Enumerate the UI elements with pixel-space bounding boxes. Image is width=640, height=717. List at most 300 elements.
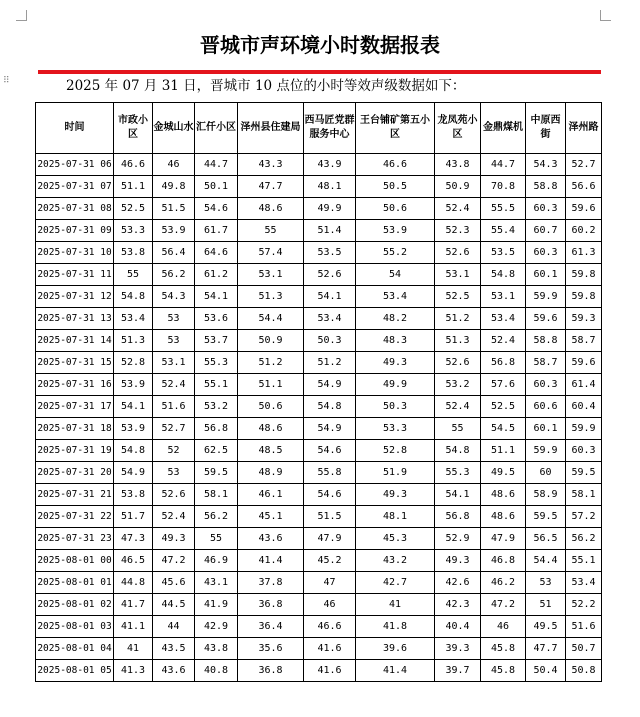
time-cell: 2025-08-01 04 bbox=[36, 638, 114, 660]
noise-value-cell: 50.7 bbox=[566, 638, 602, 660]
noise-value-cell: 56.8 bbox=[435, 506, 481, 528]
column-header-site: 西马匠党群服务中心 bbox=[304, 103, 356, 154]
table-row bbox=[36, 506, 602, 528]
noise-value-cell: 53.4 bbox=[566, 572, 602, 594]
noise-value-cell: 52.7 bbox=[153, 418, 195, 440]
noise-value-cell: 60.3 bbox=[526, 374, 566, 396]
noise-value-cell: 52.5 bbox=[435, 286, 481, 308]
time-cell: 2025-07-31 08 bbox=[36, 198, 114, 220]
time-cell: 2025-07-31 23 bbox=[36, 528, 114, 550]
noise-value-cell: 41.4 bbox=[238, 550, 304, 572]
noise-value-cell: 50.9 bbox=[435, 176, 481, 198]
noise-value-cell: 49.3 bbox=[153, 528, 195, 550]
time-cell: 2025-07-31 19 bbox=[36, 440, 114, 462]
column-header-site: 泽州路 bbox=[566, 103, 602, 154]
noise-value-cell: 50.6 bbox=[238, 396, 304, 418]
noise-value-cell: 53.1 bbox=[153, 352, 195, 374]
table-row bbox=[36, 572, 602, 594]
noise-value-cell: 55.1 bbox=[195, 374, 238, 396]
table-row bbox=[36, 220, 602, 242]
noise-value-cell: 53.1 bbox=[238, 264, 304, 286]
noise-value-cell: 53.5 bbox=[481, 242, 526, 264]
noise-value-cell: 59.6 bbox=[526, 308, 566, 330]
noise-value-cell: 53 bbox=[153, 308, 195, 330]
table-row bbox=[36, 484, 602, 506]
noise-data-table bbox=[35, 102, 602, 682]
noise-value-cell: 52.2 bbox=[566, 594, 602, 616]
noise-value-cell: 55 bbox=[238, 220, 304, 242]
noise-value-cell: 55 bbox=[195, 528, 238, 550]
noise-value-cell: 52.8 bbox=[356, 440, 435, 462]
column-header-site: 汇仟小区 bbox=[195, 103, 238, 154]
time-cell: 2025-07-31 14 bbox=[36, 330, 114, 352]
noise-value-cell: 46.5 bbox=[114, 550, 153, 572]
noise-value-cell: 36.8 bbox=[238, 594, 304, 616]
table-row bbox=[36, 616, 602, 638]
noise-value-cell: 54.4 bbox=[526, 550, 566, 572]
table-row bbox=[36, 308, 602, 330]
noise-value-cell: 47.2 bbox=[153, 550, 195, 572]
noise-value-cell: 45.8 bbox=[481, 638, 526, 660]
noise-value-cell: 59.9 bbox=[566, 418, 602, 440]
noise-value-cell: 49.3 bbox=[435, 550, 481, 572]
noise-value-cell: 50.4 bbox=[526, 660, 566, 682]
noise-value-cell: 57.4 bbox=[238, 242, 304, 264]
noise-value-cell: 59.9 bbox=[526, 286, 566, 308]
noise-value-cell: 51.5 bbox=[153, 198, 195, 220]
noise-value-cell: 54.8 bbox=[114, 440, 153, 462]
noise-value-cell: 47.3 bbox=[114, 528, 153, 550]
noise-value-cell: 53 bbox=[153, 462, 195, 484]
time-cell: 2025-07-31 12 bbox=[36, 286, 114, 308]
noise-value-cell: 60.4 bbox=[566, 396, 602, 418]
noise-value-cell: 54.9 bbox=[304, 418, 356, 440]
noise-value-cell: 52 bbox=[153, 440, 195, 462]
noise-value-cell: 61.3 bbox=[566, 242, 602, 264]
noise-value-cell: 58.8 bbox=[526, 330, 566, 352]
noise-value-cell: 59.3 bbox=[566, 308, 602, 330]
column-header-site: 王台铺矿第五小区 bbox=[356, 103, 435, 154]
noise-value-cell: 51 bbox=[526, 594, 566, 616]
noise-value-cell: 47.9 bbox=[481, 528, 526, 550]
noise-value-cell: 51.6 bbox=[566, 616, 602, 638]
table-body bbox=[36, 154, 602, 682]
noise-value-cell: 59.5 bbox=[195, 462, 238, 484]
noise-value-cell: 54.1 bbox=[195, 286, 238, 308]
table-row bbox=[36, 418, 602, 440]
time-cell: 2025-07-31 22 bbox=[36, 506, 114, 528]
red-header-rule bbox=[38, 70, 601, 74]
noise-value-cell: 44.5 bbox=[153, 594, 195, 616]
noise-value-cell: 56.2 bbox=[195, 506, 238, 528]
noise-value-cell: 52.4 bbox=[435, 198, 481, 220]
noise-value-cell: 51.4 bbox=[304, 220, 356, 242]
noise-value-cell: 56.2 bbox=[153, 264, 195, 286]
noise-value-cell: 58.8 bbox=[526, 176, 566, 198]
noise-value-cell: 52.6 bbox=[153, 484, 195, 506]
noise-value-cell: 60.2 bbox=[566, 220, 602, 242]
noise-value-cell: 53.9 bbox=[153, 220, 195, 242]
noise-value-cell: 51.1 bbox=[238, 374, 304, 396]
noise-value-cell: 43.8 bbox=[195, 638, 238, 660]
noise-value-cell: 54.8 bbox=[481, 264, 526, 286]
noise-value-cell: 48.9 bbox=[238, 462, 304, 484]
noise-value-cell: 60.1 bbox=[526, 418, 566, 440]
noise-value-cell: 70.8 bbox=[481, 176, 526, 198]
noise-value-cell: 53 bbox=[526, 572, 566, 594]
noise-value-cell: 46.6 bbox=[114, 154, 153, 176]
noise-value-cell: 46 bbox=[481, 616, 526, 638]
table-drag-handle-icon[interactable]: ⠿ bbox=[3, 76, 11, 86]
noise-value-cell: 51.3 bbox=[238, 286, 304, 308]
noise-value-cell: 50.3 bbox=[304, 330, 356, 352]
table-row bbox=[36, 352, 602, 374]
noise-value-cell: 53.6 bbox=[195, 308, 238, 330]
noise-value-cell: 53 bbox=[153, 330, 195, 352]
noise-value-cell: 51.3 bbox=[114, 330, 153, 352]
noise-value-cell: 48.6 bbox=[481, 506, 526, 528]
noise-value-cell: 45.6 bbox=[153, 572, 195, 594]
table-row bbox=[36, 154, 602, 176]
noise-value-cell: 48.1 bbox=[304, 176, 356, 198]
column-header-site: 泽州县住建局 bbox=[238, 103, 304, 154]
noise-value-cell: 55 bbox=[435, 418, 481, 440]
table-row bbox=[36, 330, 602, 352]
noise-value-cell: 43.8 bbox=[435, 154, 481, 176]
noise-value-cell: 53.4 bbox=[304, 308, 356, 330]
noise-value-cell: 54 bbox=[356, 264, 435, 286]
noise-value-cell: 42.9 bbox=[195, 616, 238, 638]
noise-value-cell: 54.4 bbox=[238, 308, 304, 330]
noise-value-cell: 41.7 bbox=[114, 594, 153, 616]
column-header-site: 市政小区 bbox=[114, 103, 153, 154]
time-cell: 2025-08-01 05 bbox=[36, 660, 114, 682]
column-header-site: 金城山水 bbox=[153, 103, 195, 154]
noise-value-cell: 60.3 bbox=[566, 440, 602, 462]
noise-value-cell: 53.9 bbox=[114, 418, 153, 440]
noise-value-cell: 53.4 bbox=[114, 308, 153, 330]
noise-value-cell: 41.8 bbox=[356, 616, 435, 638]
noise-value-cell: 48.6 bbox=[238, 198, 304, 220]
column-header-site: 金鼎煤机 bbox=[481, 103, 526, 154]
noise-value-cell: 49.5 bbox=[526, 616, 566, 638]
noise-value-cell: 43.6 bbox=[238, 528, 304, 550]
noise-value-cell: 49.3 bbox=[356, 484, 435, 506]
noise-value-cell: 49.5 bbox=[481, 462, 526, 484]
noise-value-cell: 53.2 bbox=[195, 396, 238, 418]
noise-value-cell: 48.5 bbox=[238, 440, 304, 462]
noise-value-cell: 56.6 bbox=[566, 176, 602, 198]
noise-value-cell: 46 bbox=[304, 594, 356, 616]
noise-value-cell: 49.8 bbox=[153, 176, 195, 198]
noise-value-cell: 53.1 bbox=[435, 264, 481, 286]
table-row bbox=[36, 264, 602, 286]
noise-value-cell: 59.6 bbox=[566, 198, 602, 220]
column-header-site: 龙凤苑小区 bbox=[435, 103, 481, 154]
noise-value-cell: 48.1 bbox=[356, 506, 435, 528]
table-row bbox=[36, 176, 602, 198]
noise-value-cell: 41.3 bbox=[114, 660, 153, 682]
noise-value-cell: 56.8 bbox=[195, 418, 238, 440]
time-cell: 2025-08-01 01 bbox=[36, 572, 114, 594]
noise-value-cell: 54.3 bbox=[153, 286, 195, 308]
noise-value-cell: 45.3 bbox=[356, 528, 435, 550]
noise-value-cell: 55.3 bbox=[195, 352, 238, 374]
time-cell: 2025-07-31 21 bbox=[36, 484, 114, 506]
noise-value-cell: 53.8 bbox=[114, 242, 153, 264]
noise-value-cell: 48.3 bbox=[356, 330, 435, 352]
time-cell: 2025-07-31 15 bbox=[36, 352, 114, 374]
noise-value-cell: 60 bbox=[526, 462, 566, 484]
noise-value-cell: 52.3 bbox=[435, 220, 481, 242]
table-row bbox=[36, 198, 602, 220]
noise-value-cell: 55.8 bbox=[304, 462, 356, 484]
noise-value-cell: 44.7 bbox=[195, 154, 238, 176]
noise-value-cell: 49.9 bbox=[356, 374, 435, 396]
noise-value-cell: 54.5 bbox=[481, 418, 526, 440]
noise-value-cell: 51.3 bbox=[435, 330, 481, 352]
noise-value-cell: 54.6 bbox=[195, 198, 238, 220]
time-cell: 2025-08-01 02 bbox=[36, 594, 114, 616]
noise-value-cell: 50.1 bbox=[195, 176, 238, 198]
noise-value-cell: 54.8 bbox=[304, 396, 356, 418]
noise-value-cell: 41 bbox=[114, 638, 153, 660]
noise-value-cell: 56.2 bbox=[566, 528, 602, 550]
column-header-site: 中原西街 bbox=[526, 103, 566, 154]
noise-value-cell: 48.6 bbox=[238, 418, 304, 440]
noise-value-cell: 52.6 bbox=[304, 264, 356, 286]
noise-value-cell: 52.7 bbox=[566, 154, 602, 176]
noise-value-cell: 59.6 bbox=[566, 352, 602, 374]
time-cell: 2025-08-01 03 bbox=[36, 616, 114, 638]
noise-value-cell: 51.5 bbox=[304, 506, 356, 528]
noise-value-cell: 41.9 bbox=[195, 594, 238, 616]
noise-value-cell: 44 bbox=[153, 616, 195, 638]
noise-value-cell: 42.3 bbox=[435, 594, 481, 616]
noise-value-cell: 45.2 bbox=[304, 550, 356, 572]
noise-value-cell: 53.4 bbox=[356, 286, 435, 308]
column-header-time: 时间 bbox=[36, 103, 114, 154]
noise-value-cell: 41.6 bbox=[304, 638, 356, 660]
noise-value-cell: 59.5 bbox=[526, 506, 566, 528]
noise-value-cell: 55.5 bbox=[481, 198, 526, 220]
noise-value-cell: 54.1 bbox=[435, 484, 481, 506]
noise-value-cell: 47.7 bbox=[238, 176, 304, 198]
noise-value-cell: 53.3 bbox=[114, 220, 153, 242]
noise-value-cell: 58.7 bbox=[526, 352, 566, 374]
noise-value-cell: 46.6 bbox=[304, 616, 356, 638]
noise-value-cell: 57.2 bbox=[566, 506, 602, 528]
noise-value-cell: 36.8 bbox=[238, 660, 304, 682]
noise-value-cell: 62.5 bbox=[195, 440, 238, 462]
noise-value-cell: 53.9 bbox=[114, 374, 153, 396]
noise-value-cell: 46.1 bbox=[238, 484, 304, 506]
noise-value-cell: 37.8 bbox=[238, 572, 304, 594]
noise-value-cell: 51.9 bbox=[356, 462, 435, 484]
time-cell: 2025-07-31 13 bbox=[36, 308, 114, 330]
noise-value-cell: 53.4 bbox=[481, 308, 526, 330]
noise-value-cell: 44.7 bbox=[481, 154, 526, 176]
noise-value-cell: 61.2 bbox=[195, 264, 238, 286]
noise-value-cell: 41 bbox=[356, 594, 435, 616]
noise-value-cell: 46.2 bbox=[481, 572, 526, 594]
noise-value-cell: 54.6 bbox=[304, 440, 356, 462]
noise-value-cell: 47.2 bbox=[481, 594, 526, 616]
noise-value-cell: 52.9 bbox=[435, 528, 481, 550]
noise-value-cell: 61.4 bbox=[566, 374, 602, 396]
noise-value-cell: 40.4 bbox=[435, 616, 481, 638]
noise-value-cell: 54.1 bbox=[114, 396, 153, 418]
noise-value-cell: 42.6 bbox=[435, 572, 481, 594]
noise-value-cell: 53.8 bbox=[114, 484, 153, 506]
table-row bbox=[36, 528, 602, 550]
report-intro-text: 2025 年 07 月 31 日，晋城市 10 点位的小时等效声级数据如下： bbox=[66, 78, 466, 94]
noise-value-cell: 50.9 bbox=[238, 330, 304, 352]
noise-value-cell: 53.3 bbox=[356, 418, 435, 440]
time-cell: 2025-07-31 20 bbox=[36, 462, 114, 484]
noise-value-cell: 36.4 bbox=[238, 616, 304, 638]
table-row bbox=[36, 594, 602, 616]
noise-value-cell: 58.1 bbox=[566, 484, 602, 506]
time-cell: 2025-07-31 18 bbox=[36, 418, 114, 440]
noise-value-cell: 60.3 bbox=[526, 198, 566, 220]
page-corner-mark-top-left bbox=[16, 10, 27, 21]
noise-value-cell: 46.6 bbox=[356, 154, 435, 176]
noise-value-cell: 56.4 bbox=[153, 242, 195, 264]
noise-value-cell: 48.6 bbox=[481, 484, 526, 506]
noise-value-cell: 43.9 bbox=[304, 154, 356, 176]
noise-value-cell: 55.1 bbox=[566, 550, 602, 572]
noise-value-cell: 47.7 bbox=[526, 638, 566, 660]
noise-value-cell: 52.6 bbox=[435, 242, 481, 264]
noise-value-cell: 58.9 bbox=[526, 484, 566, 506]
noise-value-cell: 45.1 bbox=[238, 506, 304, 528]
time-cell: 2025-07-31 16 bbox=[36, 374, 114, 396]
time-cell: 2025-07-31 10 bbox=[36, 242, 114, 264]
noise-value-cell: 51.2 bbox=[238, 352, 304, 374]
table-row bbox=[36, 242, 602, 264]
noise-value-cell: 52.4 bbox=[153, 374, 195, 396]
noise-value-cell: 42.7 bbox=[356, 572, 435, 594]
noise-value-cell: 52.4 bbox=[153, 506, 195, 528]
noise-value-cell: 45.8 bbox=[481, 660, 526, 682]
time-cell: 2025-07-31 11 bbox=[36, 264, 114, 286]
noise-value-cell: 49.3 bbox=[356, 352, 435, 374]
noise-value-cell: 53.7 bbox=[195, 330, 238, 352]
noise-value-cell: 40.8 bbox=[195, 660, 238, 682]
noise-value-cell: 41.1 bbox=[114, 616, 153, 638]
noise-value-cell: 35.6 bbox=[238, 638, 304, 660]
noise-value-cell: 55 bbox=[114, 264, 153, 286]
noise-value-cell: 58.7 bbox=[566, 330, 602, 352]
noise-value-cell: 39.7 bbox=[435, 660, 481, 682]
time-cell: 2025-07-31 06 bbox=[36, 154, 114, 176]
noise-value-cell: 43.2 bbox=[356, 550, 435, 572]
noise-value-cell: 50.6 bbox=[356, 198, 435, 220]
noise-value-cell: 51.2 bbox=[304, 352, 356, 374]
noise-value-cell: 50.8 bbox=[566, 660, 602, 682]
noise-value-cell: 47.9 bbox=[304, 528, 356, 550]
noise-value-cell: 56.5 bbox=[526, 528, 566, 550]
report-title: 晋城市声环境小时数据报表 bbox=[200, 33, 440, 57]
noise-value-cell: 52.5 bbox=[481, 396, 526, 418]
noise-value-cell: 41.4 bbox=[356, 660, 435, 682]
noise-value-cell: 59.5 bbox=[566, 462, 602, 484]
table-header-row bbox=[36, 103, 602, 154]
noise-value-cell: 51.1 bbox=[114, 176, 153, 198]
noise-value-cell: 46.9 bbox=[195, 550, 238, 572]
noise-value-cell: 50.5 bbox=[356, 176, 435, 198]
noise-value-cell: 54.8 bbox=[435, 440, 481, 462]
noise-value-cell: 59.8 bbox=[566, 286, 602, 308]
noise-value-cell: 52.4 bbox=[435, 396, 481, 418]
noise-value-cell: 54.8 bbox=[114, 286, 153, 308]
noise-value-cell: 49.9 bbox=[304, 198, 356, 220]
noise-value-cell: 56.8 bbox=[481, 352, 526, 374]
noise-value-cell: 52.4 bbox=[481, 330, 526, 352]
table-row bbox=[36, 286, 602, 308]
page-corner-mark-top-right bbox=[600, 10, 611, 21]
noise-value-cell: 44.8 bbox=[114, 572, 153, 594]
noise-value-cell: 52.5 bbox=[114, 198, 153, 220]
table-row bbox=[36, 374, 602, 396]
noise-value-cell: 50.3 bbox=[356, 396, 435, 418]
table-row bbox=[36, 660, 602, 682]
noise-value-cell: 59.9 bbox=[526, 440, 566, 462]
noise-value-cell: 54.6 bbox=[304, 484, 356, 506]
noise-value-cell: 51.6 bbox=[153, 396, 195, 418]
time-cell: 2025-08-01 00 bbox=[36, 550, 114, 572]
noise-value-cell: 39.6 bbox=[356, 638, 435, 660]
noise-value-cell: 64.6 bbox=[195, 242, 238, 264]
noise-value-cell: 54.9 bbox=[304, 374, 356, 396]
table-row bbox=[36, 550, 602, 572]
time-cell: 2025-07-31 07 bbox=[36, 176, 114, 198]
noise-value-cell: 54.3 bbox=[526, 154, 566, 176]
noise-value-cell: 55.3 bbox=[435, 462, 481, 484]
noise-value-cell: 53.2 bbox=[435, 374, 481, 396]
noise-value-cell: 53.9 bbox=[356, 220, 435, 242]
noise-value-cell: 46 bbox=[153, 154, 195, 176]
noise-value-cell: 60.6 bbox=[526, 396, 566, 418]
noise-value-cell: 43.3 bbox=[238, 154, 304, 176]
table-row bbox=[36, 396, 602, 418]
noise-value-cell: 51.7 bbox=[114, 506, 153, 528]
noise-value-cell: 52.8 bbox=[114, 352, 153, 374]
noise-value-cell: 51.1 bbox=[481, 440, 526, 462]
table-row bbox=[36, 638, 602, 660]
table-row bbox=[36, 440, 602, 462]
noise-value-cell: 46.8 bbox=[481, 550, 526, 572]
noise-value-cell: 53.1 bbox=[481, 286, 526, 308]
noise-value-cell: 61.7 bbox=[195, 220, 238, 242]
noise-value-cell: 54.9 bbox=[114, 462, 153, 484]
noise-value-cell: 54.1 bbox=[304, 286, 356, 308]
time-cell: 2025-07-31 17 bbox=[36, 396, 114, 418]
time-cell: 2025-07-31 09 bbox=[36, 220, 114, 242]
noise-value-cell: 60.1 bbox=[526, 264, 566, 286]
noise-value-cell: 43.6 bbox=[153, 660, 195, 682]
noise-value-cell: 60.3 bbox=[526, 242, 566, 264]
noise-value-cell: 43.5 bbox=[153, 638, 195, 660]
noise-value-cell: 53.5 bbox=[304, 242, 356, 264]
noise-value-cell: 59.8 bbox=[566, 264, 602, 286]
noise-value-cell: 58.1 bbox=[195, 484, 238, 506]
noise-value-cell: 43.1 bbox=[195, 572, 238, 594]
noise-value-cell: 55.2 bbox=[356, 242, 435, 264]
noise-value-cell: 48.2 bbox=[356, 308, 435, 330]
noise-value-cell: 51.2 bbox=[435, 308, 481, 330]
